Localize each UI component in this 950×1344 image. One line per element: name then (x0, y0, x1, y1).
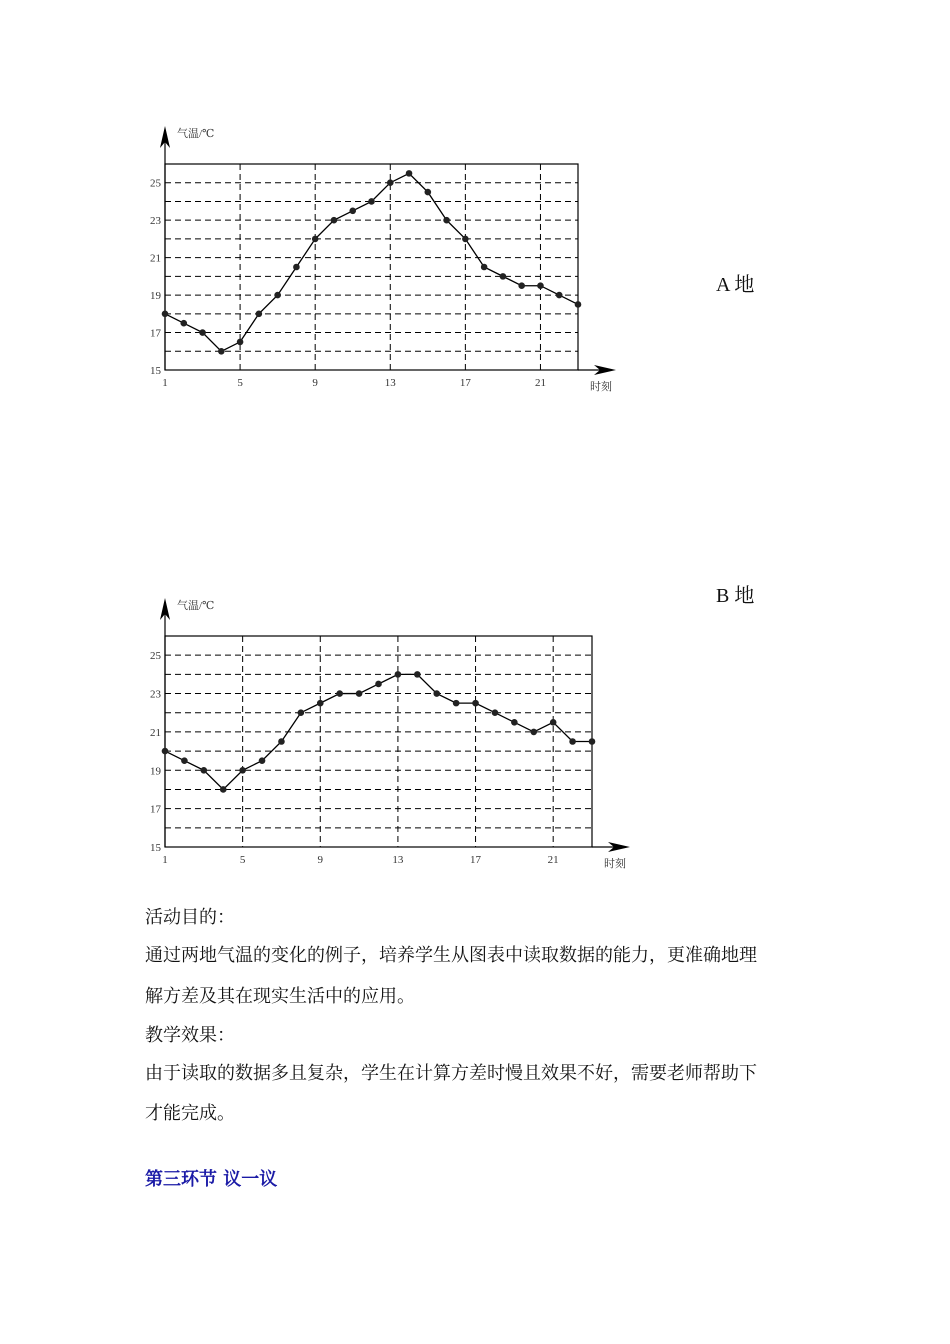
chart-b-data-point (162, 748, 169, 755)
chart-a-data-point (274, 292, 281, 299)
chart-a-data-point (331, 217, 338, 224)
chart-a-x-tick-label: 13 (384, 377, 396, 389)
chart-b-x-tick-label: 21 (547, 854, 559, 866)
chart-b-data-point (356, 690, 363, 697)
chart-b-y-tick-label: 19 (150, 765, 161, 778)
chart-a-data-point (293, 264, 300, 271)
chart-b-data-point (278, 738, 285, 745)
effect-line-1: 由于读取的数据多且复杂，学生在计算方差时慢且效果不好，需要老师帮助下 (145, 1063, 757, 1084)
chart-b-data-point (453, 700, 460, 707)
chart-a-y-tick-label: 19 (150, 290, 161, 303)
chart-b-y-tick-label: 17 (150, 803, 161, 816)
chart-a-data-point (556, 292, 563, 299)
chart-a-data-point (199, 329, 206, 336)
activity-line-2: 解方差及其在现实生活中的应用。 (145, 986, 415, 1007)
chart-b-data-point (298, 709, 305, 716)
chart-b-x-tick-label: 13 (392, 854, 404, 866)
chart-b-data-point (395, 671, 402, 678)
chart-a-x-tick-label: 21 (534, 377, 546, 389)
chart-b-data-point (317, 700, 324, 707)
chart-b-y-tick-label: 21 (150, 726, 161, 739)
chart-a-data-point (443, 217, 450, 224)
chart-a-x-tick-label: 17 (459, 377, 471, 389)
chart-b-data-point (259, 757, 266, 764)
chart-b-data-point (492, 709, 499, 716)
chart-a-data-point (500, 273, 507, 280)
chart-b-data-point (220, 786, 227, 793)
effect-title: 教学效果： (145, 1025, 235, 1046)
chart-a-y-tick-label: 17 (150, 327, 161, 340)
chart-a-x-tick-label: 1 (162, 377, 168, 389)
chart-b-data-point (569, 738, 576, 745)
chart-a-data-point (537, 282, 544, 289)
chart-b-xlabel: 时刻 (604, 858, 626, 870)
chart-a-data-point (387, 179, 394, 186)
chart-a-data-point (368, 198, 375, 205)
chart-b-x-tick-label: 9 (317, 854, 324, 866)
activity-line-1: 通过两地气温的变化的例子，培养学生从图表中读取数据的能力，更准确地理 (145, 945, 757, 966)
chart-a-y-tick-label: 23 (150, 215, 161, 228)
chart-b-y-tick-label: 25 (150, 650, 161, 663)
chart-b-data-point (433, 690, 440, 697)
chart-a-data-point (349, 208, 356, 215)
chart-a-data-point (162, 311, 169, 318)
chart-b-data-point (511, 719, 518, 726)
activity-title: 活动目的： (145, 907, 235, 928)
chart-b-x-tick-label: 17 (470, 854, 482, 866)
chart-b-x-tick-label: 5 (239, 854, 246, 866)
chart-b-data-point (375, 681, 382, 688)
chart-a-data-point (237, 339, 244, 346)
chart-b-data-point (201, 767, 208, 774)
chart-b-y-tick-label: 15 (150, 842, 161, 854)
chart-b-y-tick-label: 23 (150, 688, 161, 701)
chart-a-data-point (425, 189, 432, 196)
chart-a-data-point (312, 236, 319, 243)
chart-a-data-point (462, 236, 469, 243)
chart-a-ylabel: 气温/℃ (177, 128, 215, 140)
chart-a-x-tick-label: 9 (312, 377, 318, 389)
chart-b-data-point (472, 700, 479, 707)
chart-a-data-point (256, 311, 263, 318)
chart-b-data-point (239, 767, 246, 774)
chart-a-y-tick-label: 21 (150, 252, 161, 265)
chart-b-ylabel: 气温/℃ (177, 600, 215, 612)
chart-b-data-point (181, 757, 188, 764)
chart-a-xlabel: 时刻 (590, 381, 612, 393)
chart-a-frame (165, 164, 578, 370)
chart-b-data-point (530, 729, 537, 736)
chart-a-place-label: A 地 (716, 274, 755, 296)
chart-b-x-tick-label: 1 (162, 854, 168, 866)
chart-a-data-point (218, 348, 225, 355)
chart-a-y-tick-label: 15 (150, 365, 161, 377)
chart-a-data-point (575, 301, 582, 308)
section-heading: 第三环节 议一议 (145, 1169, 278, 1190)
chart-b-data-point (589, 738, 596, 745)
chart-b-data-point (336, 690, 343, 697)
temperature-chart-a (0, 0, 640, 420)
temperature-chart-b (0, 590, 660, 890)
chart-a-x-tick-label: 5 (237, 377, 243, 389)
chart-a-y-tick-label: 25 (150, 177, 161, 190)
effect-line-2: 才能完成。 (145, 1103, 235, 1124)
chart-b-place-label: B 地 (716, 585, 755, 607)
chart-a-data-point (481, 264, 488, 271)
chart-a-data-point (406, 170, 413, 177)
chart-b-data-point (550, 719, 557, 726)
chart-a-data-point (180, 320, 187, 327)
chart-a-data-point (518, 282, 525, 289)
chart-b-frame (165, 636, 592, 847)
chart-b-data-point (414, 671, 421, 678)
